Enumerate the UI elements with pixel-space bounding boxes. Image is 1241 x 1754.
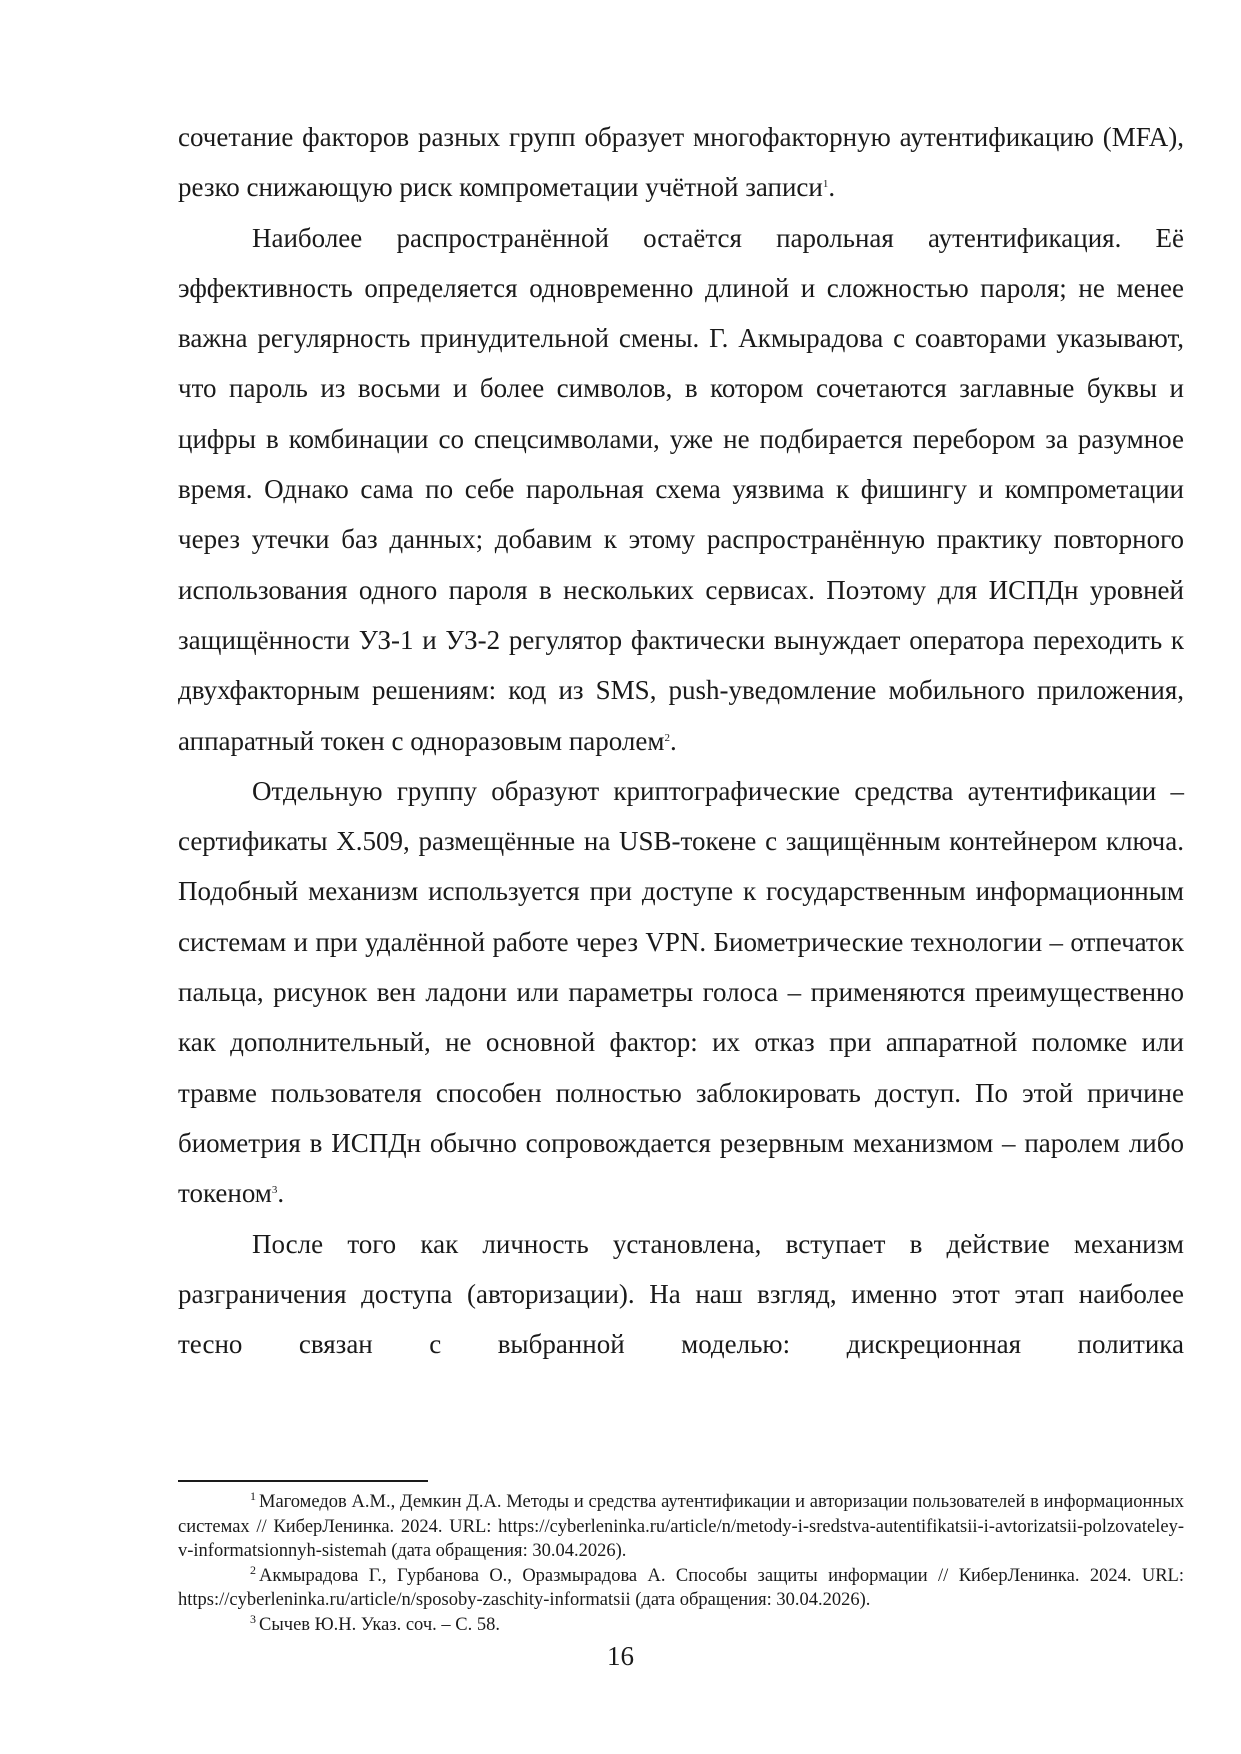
paragraph-2-text: Наиболее распространённой остаётся парольная аутентификация. Её эффективность определяется одновременно длиной и сложностью пароля; не менее важна регулярность принудительной смены. Г. Акмырадова с соавторами указывают, что пароль из восьми и более символов, в котором сочетаются заглавные буквы и цифры в комбинации со спецсимволами, уже не подбирается перебором за разумное время. Однако сама по себе парольная схема уязвима к фишингу и компрометации через утечки баз данных; добавим к этому распространённую практику повторного использования одного пароля в нескольких сервисах. Поэтому для ИСПДн уровней защищённости УЗ-1 и УЗ-2 регулятор фактически вынуждает оператора переходить к двухфакторным решениям: код из SMS, push-уведомление мобильного приложения, аппаратный токен с одноразовым паролем (178, 222, 1184, 756)
footnote-2 (178, 1564, 1184, 1613)
footnote-number-3: 3 (250, 1611, 256, 1626)
paragraph-1-tail: . (828, 172, 836, 203)
paragraph-2-tail: . (669, 725, 677, 756)
footnote-3 (178, 1613, 1184, 1638)
footnote-ref-2[interactable]: 2 (664, 731, 670, 744)
footnote-text-2: Акмырадова Г., Гурбанова О., Оразмырадова А. Способы защиты информации // КиберЛенинка. 2024. URL: https://cyberleninka.ru/article/n/sposoby-zaschity-informatsii (дата обращения: 30.04.2026). (178, 1565, 1184, 1611)
footnote-separator (178, 1480, 428, 1482)
paragraph-1-text: сочетание факторов разных групп образует многофакторную аутентификацию (MFA), резко снижающую риск компрометации учётной записи (178, 122, 1184, 203)
footnotes (178, 1490, 1184, 1638)
footnote-1 (178, 1490, 1184, 1564)
paragraph-3 (178, 766, 1184, 1219)
footnote-text-1: Магомедов А.М., Демкин Д.А. Методы и средства аутентификации и авторизации пользователей в информационных системах // КиберЛенинка. 2024. URL: https://cyberleninka.ru/article/n/metody-i-sredstva-autentifikatsii-i-avtorizatsii-polzovateley-v-informatsionnyh-sistemah (дата обращения: 30.04.2026). (178, 1492, 1184, 1562)
page-number: 16 (607, 1641, 634, 1671)
main-text (178, 112, 1184, 1369)
paragraph-4-text: После того как личность установлена, вступает в действие механизм разграничения доступа (авторизации). На наш взгляд, именно этот этап наиболее тесно связан с выбранной моделью: дискреционная политика (178, 1228, 1184, 1360)
paragraph-3-tail: . (277, 1178, 285, 1209)
paragraph-2 (178, 213, 1184, 766)
paragraph-1 (178, 112, 1184, 213)
footnote-text-3: Сычев Ю.Н. Указ. соч. – С. 58. (259, 1614, 500, 1635)
paragraph-3-text: Отдельную группу образуют криптографические средства аутентификации – сертификаты X.509, размещённые на USB-токене с защищённым контейнером ключа. Подобный механизм используется при доступе к государственным информационным системам и при удалённой работе через VPN. Биометрические технологии – отпечаток пальца, рисунок вен ладони или параметры голоса – применяются преимущественно как дополнительный, не основной фактор: их отказ при аппаратной поломке или травме пользователя способен полностью заблокировать доступ. По этой причине биометрия в ИСПДн обычно сопровождается резервным механизмом – паролем либо токеном (178, 775, 1184, 1209)
footnote-number-2: 2 (250, 1562, 256, 1577)
paragraph-4 (178, 1219, 1184, 1370)
footnote-ref-1[interactable]: 1 (822, 178, 829, 191)
footnote-number-1: 1 (250, 1489, 256, 1503)
footnote-ref-3[interactable]: 3 (271, 1184, 278, 1197)
